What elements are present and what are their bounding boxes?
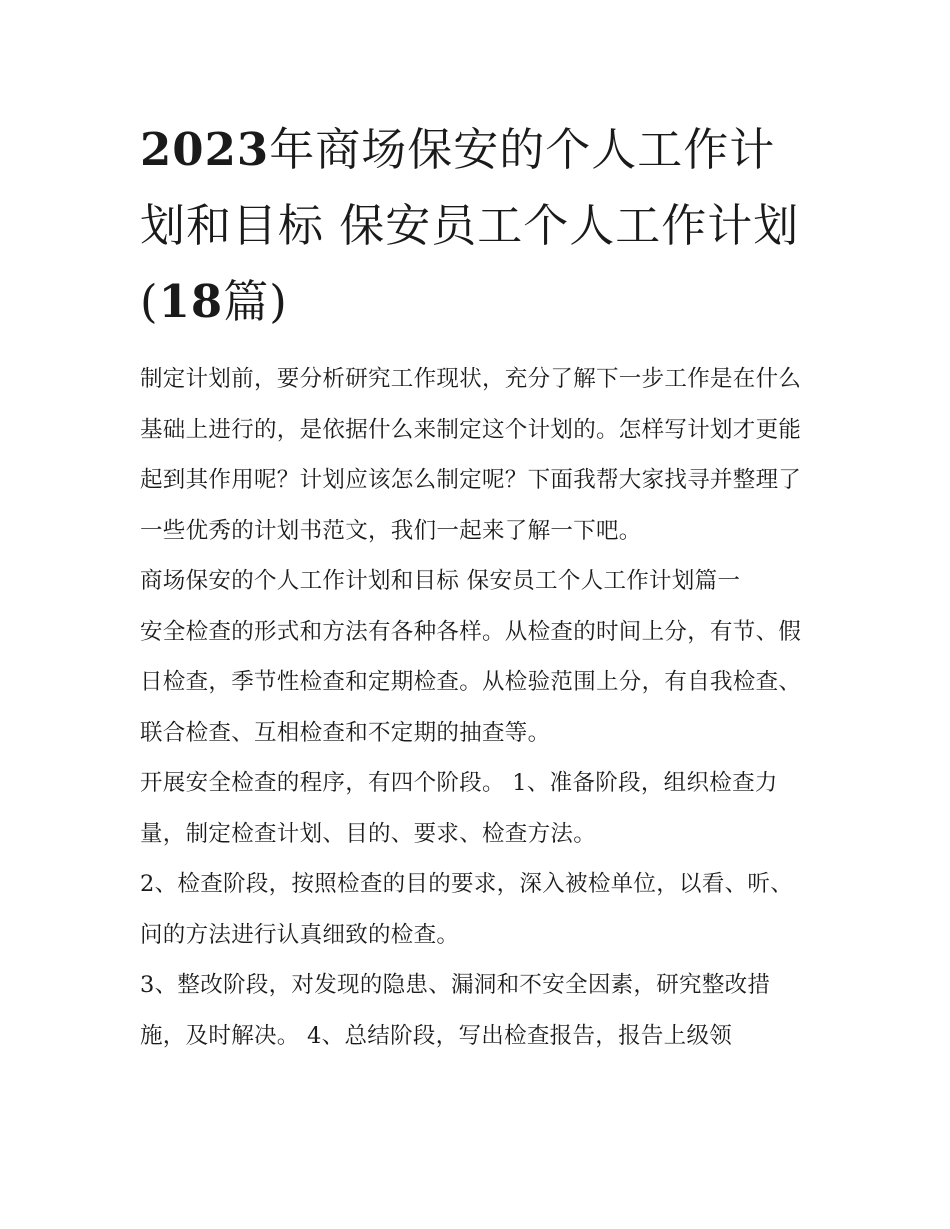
- document-title: [140, 112, 815, 340]
- title-suffix: 篇): [223, 275, 288, 328]
- intro-paragraph: 制定计划前，要分析研究工作现状，充分了解下一步工作是在什么基础上进行的，是依据什么来制定这个计划的。怎样写计划才更能起到其作用呢？计划应该怎么制定呢？下面我帮大家找寻并整理了一些优秀的计划书范文，我们一起来了解一下吧。: [140, 366, 802, 544]
- paragraph: 安全检查的形式和方法有各种各样。从检查的时间上分，有节、假日检查，季节性检查和定期检查。从检验范围上分，有自我检查、联合检查、互相检查和不定期的抽查等。: [140, 618, 802, 746]
- title-text: 年商场保安的个人工作计划和目标 保安员工个人工作计划(: [140, 123, 800, 328]
- paragraph: 3、整改阶段，对发现的隐患、漏洞和不安全因素，研究整改措施，及时解决。 4、总结阶段，写出检查报告，报告上级领: [140, 972, 771, 1049]
- title-year: 2023: [140, 123, 270, 176]
- document-body: [140, 112, 815, 1061]
- section-heading: 商场保安的个人工作计划和目标 保安员工个人工作计划篇一: [140, 568, 741, 594]
- paragraph: 2、检查阶段，按照检查的目的要求，深入被检单位，以看、听、问的方法进行认真细致的检查。: [140, 871, 794, 948]
- paragraph: 开展安全检查的程序，有四个阶段。 1、准备阶段，组织检查力量，制定检查计划、目的、要求、检查方法。: [140, 770, 778, 847]
- title-count: 18: [158, 275, 224, 328]
